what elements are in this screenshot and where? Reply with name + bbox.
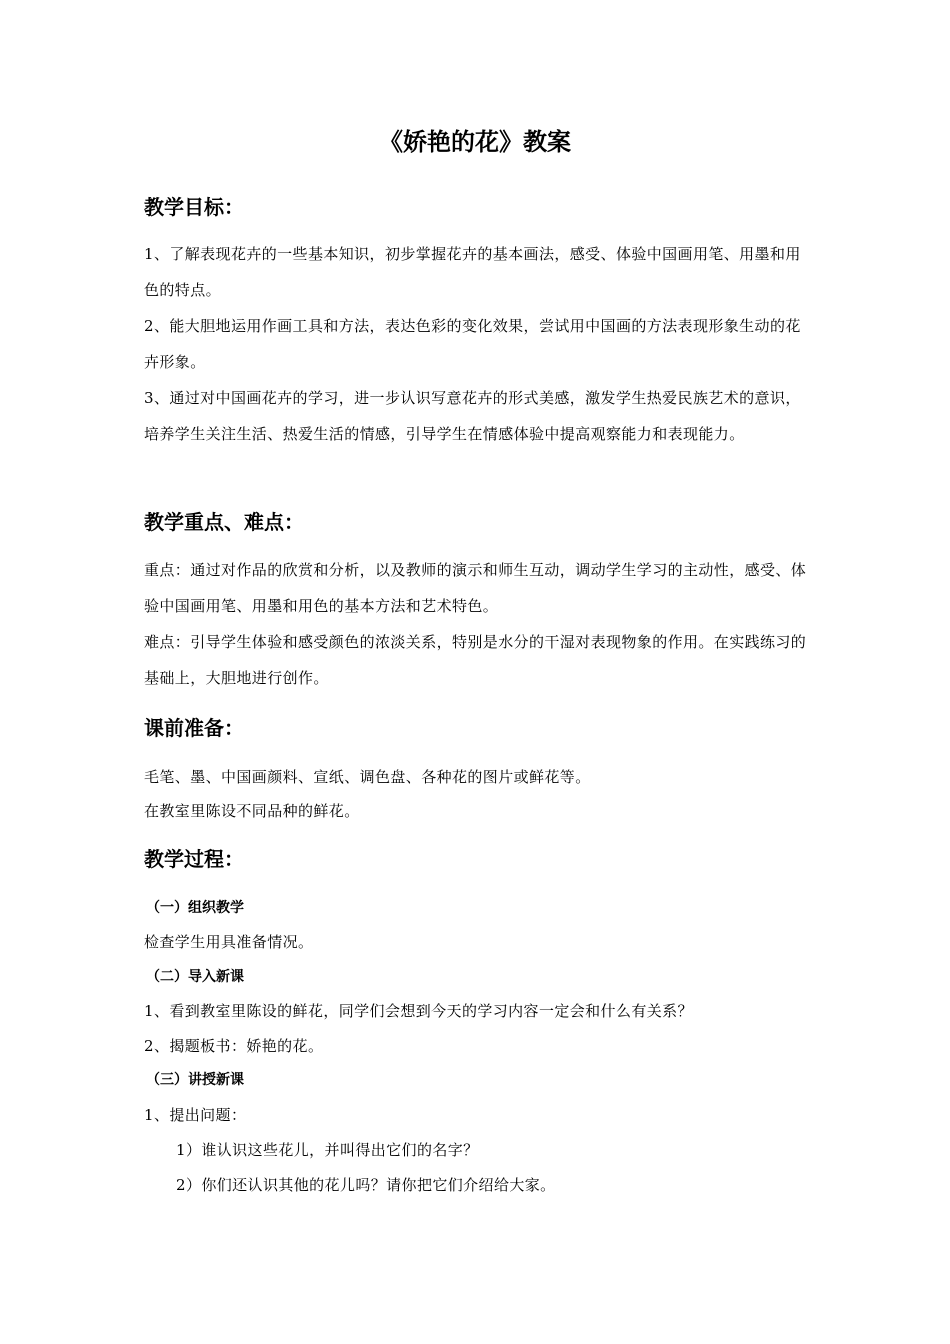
document-title: 《娇艳的花》教案 <box>379 128 571 156</box>
preparation-item-2: 在教室里陈设不同品种的鲜花。 <box>144 802 360 820</box>
objective-item-2: 2、能大胆地运用作画工具和方法，表达色彩的变化效果，尝试用中国画的方法表现形象生动的花卉形象。 <box>144 317 801 371</box>
process-step-2-heading: （二）导入新课 <box>146 969 244 985</box>
objective-item-3: 3、通过对中国画花卉的学习，进一步认识写意花卉的形式美感，激发学生热爱民族艺术的意识，培养学生关注生活、热爱生活的情感，引导学生在情感体验中提高观察能力和表现能力。 <box>144 389 801 443</box>
process-step-3-subline-2: 2）你们还认识其他的花儿吗？请你把它们介绍给大家。 <box>176 1176 556 1194</box>
process-step-1-line: 检查学生用具准备情况。 <box>144 933 314 951</box>
objectives-heading: 教学目标： <box>144 195 244 219</box>
process-step-3-subline-1: 1）谁认识这些花儿，并叫得出它们的名字？ <box>176 1141 479 1159</box>
key-point-difficulty: 难点：引导学生体验和感受颜色的浓淡关系，特别是水分的干湿对表现物象的作用。在实践练习的基础上，大胆地进行创作。 <box>144 633 807 687</box>
key-points-heading: 教学重点、难点： <box>144 510 304 534</box>
process-heading: 教学过程： <box>144 847 244 871</box>
preparation-item-1: 毛笔、墨、中国画颜料、宣纸、调色盘、各种花的图片或鲜花等。 <box>144 768 591 786</box>
process-step-1-heading: （一）组织教学 <box>146 900 244 916</box>
process-step-3-heading: （三）讲授新课 <box>146 1072 244 1088</box>
process-step-2-line-1: 1、看到教室里陈设的鲜花，同学们会想到今天的学习内容一定会和什么有关系？ <box>144 1002 693 1020</box>
key-point-focus: 重点：通过对作品的欣赏和分析，以及教师的演示和师生互动，调动学生学习的主动性，感受、体验中国画用笔、用墨和用色的基本方法和艺术特色。 <box>144 561 807 615</box>
objective-item-1: 1、了解表现花卉的一些基本知识，初步掌握花卉的基本画法，感受、体验中国画用笔、用墨和用色的特点。 <box>144 245 801 299</box>
preparation-heading: 课前准备： <box>144 716 244 740</box>
process-step-2-line-2: 2、揭题板书：娇艳的花。 <box>144 1037 324 1055</box>
process-step-3-line-1: 1、提出问题： <box>144 1106 247 1124</box>
